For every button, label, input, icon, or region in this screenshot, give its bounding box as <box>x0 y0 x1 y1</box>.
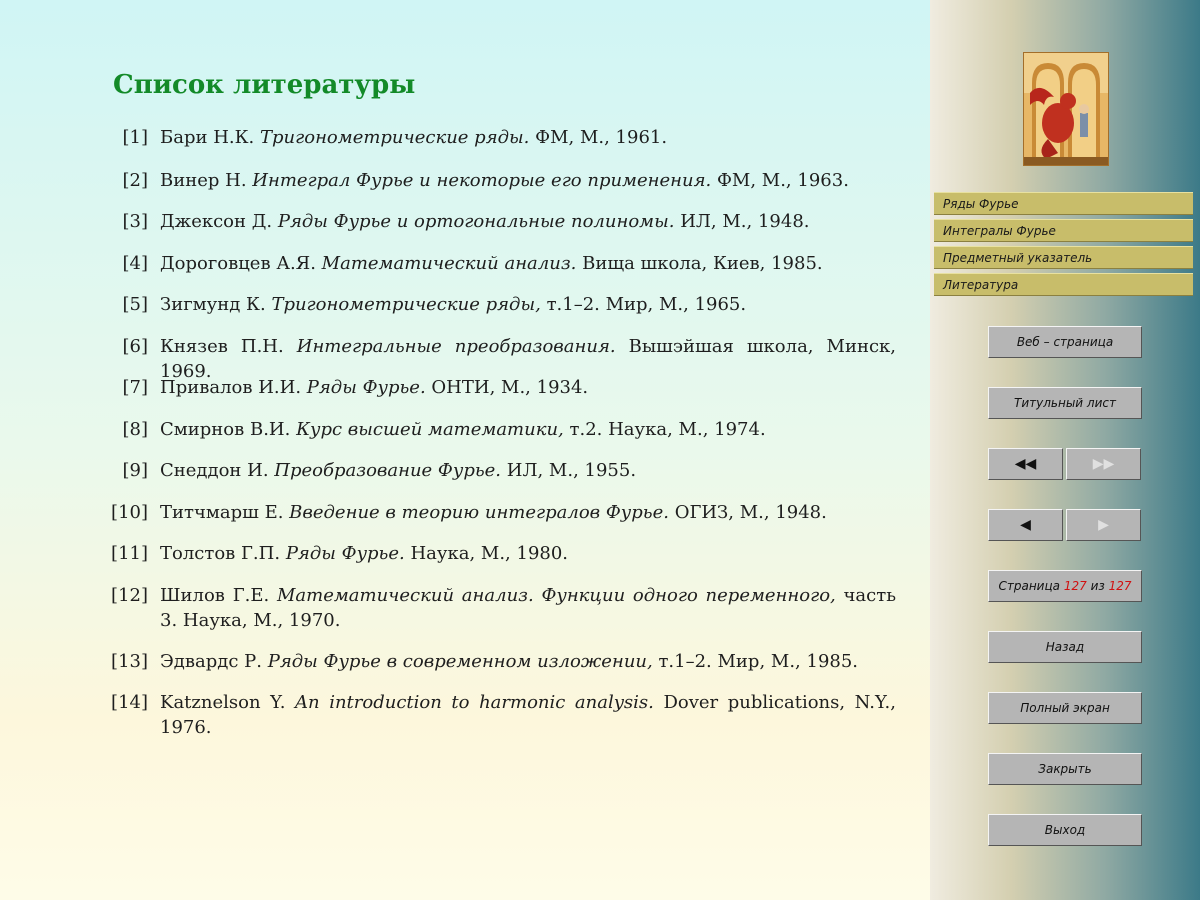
double-left-arrow-icon: ◀◀ <box>1014 456 1037 472</box>
first-page-button[interactable] <box>988 448 1063 480</box>
reference-author: Снеддон И. <box>160 460 269 481</box>
reference-publisher: Вища школа, Киев, 1985. <box>582 253 823 274</box>
reference-author: Katznelson Y. <box>160 692 286 713</box>
close-button[interactable]: Закрыть <box>988 753 1142 785</box>
book-cover-image <box>1023 52 1109 166</box>
current-page-number: 127 <box>1063 579 1087 593</box>
reference-publisher: Наука, М., 1980. <box>410 543 569 564</box>
reference-number: [1] <box>122 127 148 148</box>
reference-title: Введение в теорию интегралов Фурье. <box>289 502 669 523</box>
reference-number: [10] <box>111 502 148 523</box>
reference-item <box>110 292 896 317</box>
reference-author: Винер Н. <box>160 170 247 191</box>
reference-title: Тригонометрические ряды. <box>260 127 530 148</box>
reference-item <box>110 125 896 150</box>
reference-author: Зигмунд К. <box>160 294 266 315</box>
nav-link-fourier-integrals[interactable]: Интегралы Фурье <box>934 219 1193 242</box>
page-indicator-prefix: Страница <box>998 579 1061 593</box>
page-indicator-middle: из <box>1090 579 1105 593</box>
reference-number: [2] <box>122 170 148 191</box>
reference-item <box>110 417 896 442</box>
reference-publisher: ИЛ, М., 1955. <box>506 460 637 481</box>
reference-publisher: Dover publications, N.Y., 1976. <box>160 692 896 738</box>
nav-link-fourier-series[interactable]: Ряды Фурье <box>934 192 1193 215</box>
reference-item <box>110 168 896 193</box>
reference-number: [13] <box>111 651 148 672</box>
next-page-button[interactable] <box>1066 509 1141 541</box>
reference-publisher: ИЛ, М., 1948. <box>680 211 810 232</box>
title-page-button[interactable]: Титульный лист <box>988 387 1142 419</box>
reference-publisher: ОГИЗ, М., 1948. <box>674 502 827 523</box>
reference-item <box>110 541 896 566</box>
reference-title: An introduction to harmonic analysis. <box>295 692 654 713</box>
reference-item <box>110 583 896 633</box>
reference-author: Шилов Г.Е. <box>160 585 270 606</box>
fullscreen-button[interactable]: Полный экран <box>988 692 1142 724</box>
reference-publisher: часть 3. Наука, М., 1970. <box>160 585 897 631</box>
reference-number: [9] <box>122 460 148 481</box>
reference-publisher: т.2. Наука, М., 1974. <box>569 419 766 440</box>
last-page-button[interactable] <box>1066 448 1141 480</box>
reference-number: [7] <box>122 377 148 398</box>
nav-link-subject-index[interactable]: Предметный указатель <box>934 246 1193 269</box>
reference-number: [8] <box>122 419 148 440</box>
reference-author: Князев П.Н. <box>160 336 284 357</box>
previous-page-button[interactable] <box>988 509 1063 541</box>
back-button[interactable]: Назад <box>988 631 1142 663</box>
reference-publisher: ФМ, М., 1963. <box>716 170 849 191</box>
reference-number: [4] <box>122 253 148 274</box>
reference-title: Тригонометрические ряды, <box>271 294 541 315</box>
reference-item <box>110 690 896 740</box>
reference-title: Ряды Фурье. <box>285 543 405 564</box>
reference-title: Математический анализ. <box>321 253 577 274</box>
reference-number: [14] <box>111 692 148 713</box>
reference-item <box>110 649 896 674</box>
reference-number: [12] <box>111 585 148 606</box>
reference-title: Интеграл Фурье и некоторые его применения. <box>252 170 712 191</box>
reference-item <box>110 251 896 276</box>
reference-item <box>110 209 896 234</box>
reference-author: Бари Н.К. <box>160 127 255 148</box>
reference-publisher: ФМ, М., 1961. <box>535 127 668 148</box>
reference-title: Ряды Фурье. <box>306 377 426 398</box>
reference-title: Математический анализ. Функции одного переменного, <box>276 585 836 606</box>
reference-title: Интегральные преобразования. <box>296 336 616 357</box>
reference-author: Дороговцев А.Я. <box>160 253 316 274</box>
page-title: Список литературы <box>113 70 416 100</box>
reference-title: Ряды Фурье и ортогональные полиномы. <box>277 211 675 232</box>
right-arrow-icon: ▶ <box>1098 517 1109 533</box>
reference-number: [3] <box>122 211 148 232</box>
reference-number: [11] <box>111 543 148 564</box>
reference-author: Толстов Г.П. <box>160 543 281 564</box>
reference-publisher: т.1–2. Мир, М., 1985. <box>658 651 859 672</box>
reference-author: Титчмарш Е. <box>160 502 284 523</box>
reference-title: Преобразование Фурье. <box>274 460 502 481</box>
reference-author: Джексон Д. <box>160 211 273 232</box>
reference-publisher: т.1–2. Мир, М., 1965. <box>546 294 747 315</box>
left-arrow-icon: ◀ <box>1020 517 1031 533</box>
reference-item <box>110 500 896 525</box>
reference-item <box>110 375 896 400</box>
reference-publisher: ОНТИ, М., 1934. <box>431 377 589 398</box>
reference-publisher: Вышэйшая школа, Минск, 1969. <box>160 336 896 382</box>
dragon-illustration <box>1024 53 1108 165</box>
reference-title: Ряды Фурье в современном изложении, <box>267 651 653 672</box>
double-right-arrow-icon: ▶▶ <box>1092 456 1115 472</box>
total-page-number: 127 <box>1108 579 1132 593</box>
reference-number: [6] <box>122 336 148 357</box>
web-page-button[interactable]: Веб – страница <box>988 326 1142 358</box>
page-indicator <box>988 570 1142 602</box>
reference-title: Курс высшей математики, <box>296 419 564 440</box>
reference-author: Эдвардс Р. <box>160 651 262 672</box>
reference-author: Привалов И.И. <box>160 377 302 398</box>
nav-link-bibliography[interactable]: Литература <box>934 273 1193 296</box>
exit-button[interactable]: Выход <box>988 814 1142 846</box>
reference-author: Смирнов В.И. <box>160 419 291 440</box>
reference-number: [5] <box>122 294 148 315</box>
reference-item <box>110 458 896 483</box>
